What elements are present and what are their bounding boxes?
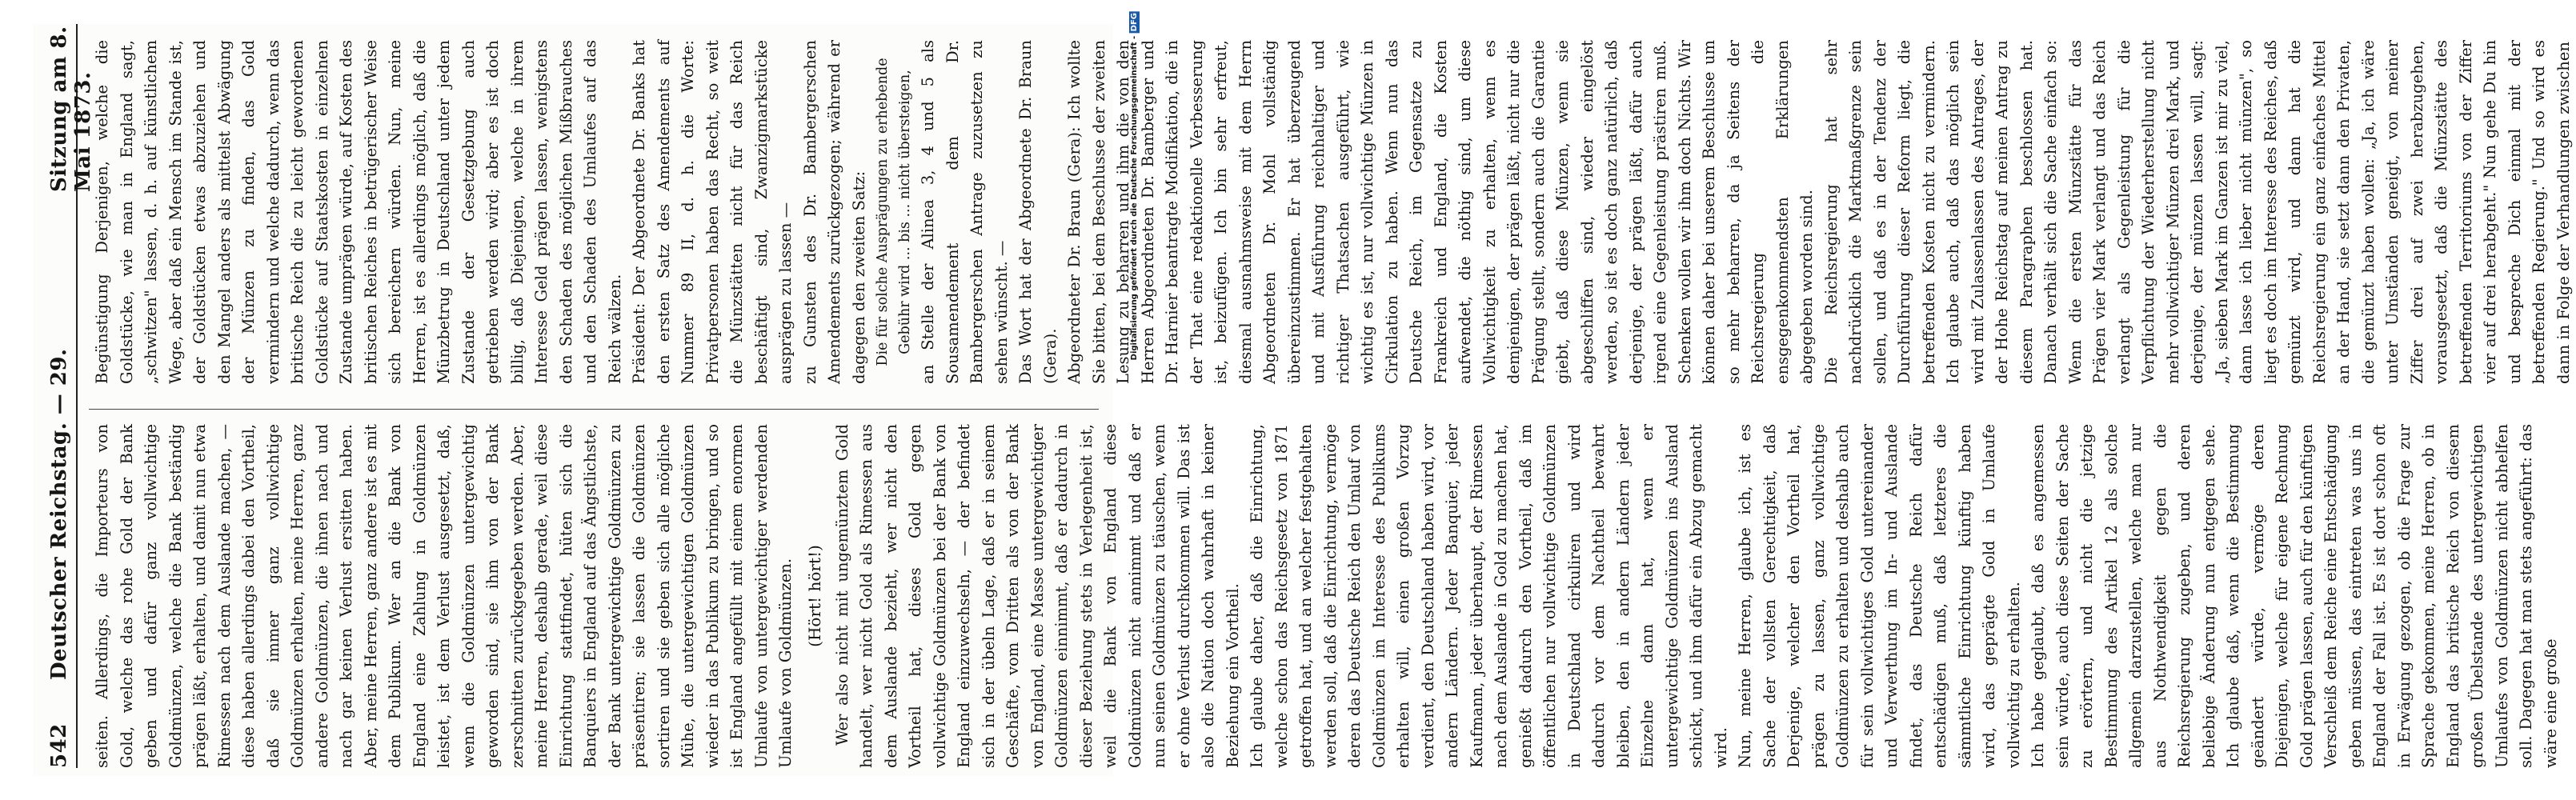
paragraph: zu Gunsten des Dr. Bambergerschen Amendements zurückgezogen; während er dagegen den zweiten Satz: — [800, 40, 868, 384]
paragraph: Ich glaube daher, daß die Einrichtung, welche schon das Reichsgesetz von 1871 getroffen hat, und an welcher festgehalten werden soll, daß die Einrichtung, vermöge deren das Deutsche Reich den Umlauf von Goldmünzen im Interesse des Publikums erhalten will, einen großen Vorzug verdient, den Deutschland haben wird, vor andern Ländern. Jeder Banquier, jeder Kaufmann, jeder überhaupt, der Rimessen nach dem Auslande in Gold zu machen hat, genießt dadurch den Vortheil, daß im öffentlichen nur vollwichtige Goldmünzen in Deutschland cirkuliren und wird dadurch vor dem Nachtheil bewahrt bleiben, den in andern Ländern jeder Einzelne dann hat, wenn er untergewichtige Goldmünzen ins Ausland schickt, und ihm dafür ein Abzug gemacht wird. — [1248, 424, 1730, 768]
paragraph: Wer also nicht mit ungemünztem Gold handelt, wer nicht Gold als Rimessen aus dem Auslande bezieht, wer nicht den Vortheil hat, dieses Gold gegen vollwichtige Goldmünzen bei der Bank von England einzuwechseln, — der befindet sich in der übeln Lage, daß er in seinem Geschäfte, vom Dritten als von der Bank von England, eine Masse untergewichtiger Goldmünzen einnimmt, daß er dadurch in dieser Beziehung stets in Verlegenheit ist, weil die Bank von England diese Goldmünzen nicht annimmt und daß er nun seinen Goldmünzen zu täuschen, wenn er ohne Verlust durchkommen will. Das ist also die Nation doch wahrhaft in keiner Beziehung ein Vortheil. — [832, 424, 1242, 768]
paragraph: Begünstigung Derjenigen, welche die Goldstücke, wie man in England sagt, „schwitzen" lassen, d. h. auf künstlichem Wege, aber daß ein Mensch im Stande ist, der Goldstücken etwas abzuziehen und den Mangel anders als mittelst Abwägung der Münzen zu finden, das Gold vermindern und welche dadurch, wenn das britische Reich die zu leicht gewordenen Goldstücke auf Staatskosten in einzelnen Zustande umprägen würde, auf Kosten des britischen Reiches in betrügerischer Weise sich bereichern würden. Nun, meine Herren, ist es allerdings möglich, daß die Münzbetrug in Deutschland unter jedem Zustande der Gesetzgebung auch getrieben werden wird; aber es ist doch billig, daß Diejenigen, welche in ihrem Interesse Geld prägen lassen, wenigstens den Schaden des möglichen Mißbrauches und den Schaden des Umlaufes auf das Reich wälzen. — [93, 40, 624, 384]
page-header — [47, 24, 95, 768]
paragraph: Das Wort hat der Abgeordnete Dr. Braun (Gera). — [1016, 40, 1060, 384]
president-statement: Präsident: Der Abgeordnete Dr. Banks hat den ersten Satz des Amendements auf Nummer 89 II, d. h. die Worte: Privatpersonen haben das Recht, so weit die Münzstätten nicht für das Reich beschäftigt sind, Zwanzigmarkstücke ausprägen zu lassen — — [630, 40, 795, 384]
speech-paragraph: Die Reichsregierung hat sehr nachdrücklich die Marktmaßgrenze sein sollen, und daß es in der Tendenz der Durchführung dieser Reform liegt, die betreffenden Kosten nicht zu vermindern. Ich glaube auch, daß das möglich sein wird mit Zulassenlassen des Antrages, der der Hohe Reichstag auf meinen Antrag zu diesem Paragraphen beschlossen hat. Danach verhält sich die Sache einfach so: Wenn die ersten Münzstätte für das Prägen vier Mark verlangt und das Reich verlangt als Gegenleistung für die Verpflichtung der Wiederherstellung nicht mehr vollwichtiger Münzen drei Mark, und derjenige, der münzen lassen will, sagt: „Ja, sieben Mark im Ganzen ist mir zu viel, dann lasse ich lieber nicht münzen", so liegt es doch im Interesse des Reiches, daß gemünzt wird, und dann hat die Reichsregierung ein ganz einfaches Mittel an der Hand, sie setzt dann den Privaten, die gemünzt haben wollen: „Ja, ich wäre unter Umständen geneigt, von meiner Ziffer drei auf zwei herabzugehen, vorausgesetzt, daß die Münzstätte des betreffenden Territoriums von der Ziffer vier auf drei herabgeht." Nun gehe Du hin und bespreche Dich einmal mit der betreffenden Regierung." Und so wird es dann in Folge der Verhandlungen zwischen — [1821, 40, 2573, 384]
quoted-clause: Die für solche Ausprägungen zu erhebende Gebühr wird ... bis ... nicht übersteigen, — [875, 58, 913, 366]
left-column — [90, 424, 2560, 768]
left-running-title: Deutscher Reichstag. — 29. — [47, 348, 71, 680]
dfg-logo-badge: DFG — [1130, 13, 1139, 32]
right-running-title: Sitzung am 8. Mai 1873. — [47, 26, 95, 192]
paragraph: Nun, meine Herren, glaube ich, ist es Sache der vollsten Gerechtigkeit, daß Derjenige, welcher den Vortheil hat, prägen zu lassen, ganz vollwichtige Goldmünzen zu erhalten und deshalb auch für sein vollwichtiges Gold untereinander und Verwerthung im In- und Auslande findet, das Deutsche Reich dafür entschädigen muß, daß letzteres die sämmtliche Einrichtung künftig haben wird, das geprägte Gold in Umlaufe vollwichtig zu erhalten. — [1736, 424, 2023, 768]
paragraph: seiten. Allerdings, die Importeurs von Gold, welche das rohe Gold der Bank geben und dafür ganz vollwichtige Goldmünzen, welche die Bank beständig prägen läßt, erhalten, und damit nun etwa Rimessen nach dem Auslande machen, — diese haben allerdings dabei den Vortheil, daß sie immer ganz vollwichtige Goldmünzen erhalten, meine Herren, ganz andere Goldmünzen, die ihnen nach und nach gar keinen Verlust ersitten haben. Aber, meine Herren, ganz andere ist es mit dem Publikum. Wer an die Bank von England eine Zahlung in Goldmünzen leistet, ist dem Verlust ausgesetzt, daß, wenn die Goldmünzen untergewichtig geworden sind, sie ihm von der Bank zerschnitten zurückgegeben werden. Aber, meine Herren, deshalb gerade, weil diese Einrichtung stattfindet, hüten sich die Banquiers in England auf das Ängstlichste, der Bank untergewichtige Goldmünzen zu präsentiren; sie lassen die Goldmünzen sortiren und sie geben sich alle mögliche Mühe, die untergewichtigen Goldmünzen wieder in das Publikum zu bringen, und so ist England angefüllt mit einem enormen Umlaufe von untergewichtiger werdenden Umlaufe von Goldmünzen. — [93, 424, 795, 768]
column-divider — [89, 409, 1099, 410]
credit-text: Digitalisierung gefördert durch die Deutsche Forschungsgemeinschaft - — [1130, 35, 1139, 361]
digitization-credit — [1129, 8, 1140, 360]
speech-paragraph: Abgeordneter Dr. Braun (Gera): Ich wollte Sie bitten, bei dem Beschlusse der zweiten Lesung zu beharren und ihm die von den Herren Abgeordneten Dr. Bamberger und Dr. Harnier beantragte Modifikation, die in der That eine redaktionelle Verbesserung ist, beizufügen. Ich bin sehr erfreut, diesmal ausnahmsweise mit dem Herrn Abgeordneten Dr. Mohl vollständig übereinzustimmen. Er hat überzeugend und mit Ausführung reichhaltiger und richtiger Thatsachen ausgeführt, wie wichtig es ist, nur vollwichtige Münzen in Cirkulation zu haben. Wenn nun das Deutsche Reich, im Gegensatze zu Frankreich und England, die Kosten aufwendet, die nöthig sind, um diese Vollwichtigkeit zu erhalten, wenn es demjenigen, der prägen läßt, nicht nur die Prägung stellt, sondern auch die Garantie giebt, daß diese Münzen, wenn sie abgeschliffen sind, wieder eingelöst werden, so ist es doch ganz natürlich, daß derjenige, der prägen läßt, dafür auch irgend eine Gegenleistung prästiren muß. Schenken wollen wir ihm doch Nichts. Wir können daher bei unserem Beschlusse um so mehr beharren, da ja Seitens der Reichsregierung die ensgegenkommendsten Erklärungen abgegeben worden sind. — [1065, 40, 1816, 384]
page-number: 542 — [47, 723, 71, 768]
paragraph: Ich habe geglaubt, daß es angemessen sein würde, auch diese Seiten der Sache zu erörtern, und nicht die jetzige Bestimmung des Artikel 12 als solche allgemein darzustellen, welche man nur aus Nothwendigkeit gegen die Reichsregierung zugeben, und deren beliebige Änderung nun entgegen sehe. Ich glaube daß, wenn die Bestimmung geändert würde, vermöge deren Diejenigen, welche für eigene Rechnung Gold prägen lassen, auch für den künftigen Verschleiß dem Reiche eine Entschädigung geben müssen, das eintreten was uns in England der Fall ist. Es ist dort schon oft in Erwägung gezogen, ob die Frage zur Sprache gekommen, meine Herren, ob in England das britische Reich von diesem großen Übelstande des untergewichtigen Umlaufes von Goldmünzen nicht abhelfen soll. Dagegen hat man stets angeführt: das wäre eine große — [2029, 424, 2560, 768]
paragraph: an Stelle der Alinea 3, 4 und 5 als Sousamendement dem Dr. Bambergerschen Antrage zuzusetzen zu sehen wünscht. — — [919, 40, 1011, 384]
interjection: (Hört! hört!) — [804, 545, 824, 647]
